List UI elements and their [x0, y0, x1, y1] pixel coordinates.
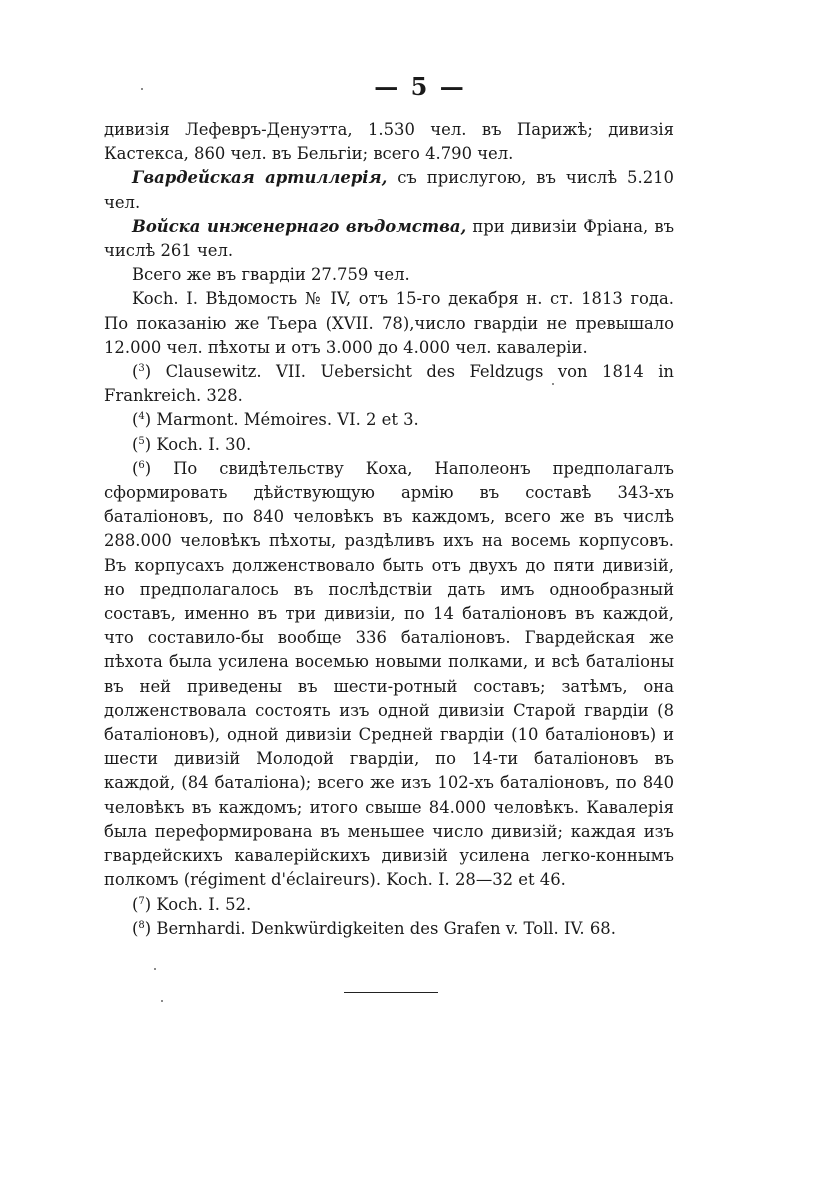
paragraph-guard-artillery [104, 166, 674, 214]
footnote-text: По свидѣтельству Коха, Наполеонъ предполагалъ сформировать дѣйствующую армію въ составѣ 343-хъ баталіоновъ, по 840 человѣкъ въ каждомъ, всего же въ числѣ 288.000 человѣкъ пѣхоты, раздѣливъ ихъ на восемь корпусовъ. Въ корпусахъ долженствовало быть отъ двухъ до пяти дивизій, но предполагалось въ послѣдствіи дать имъ однообразный составъ, именно въ три дивизіи, по 14 баталіоновъ въ каждой, что составило-бы вообще 336 баталіоновъ. Гвардейская же пѣхота была усилена восемью новыми полками, и всѣ баталіоны въ ней приведены въ шести-ротный составъ; затѣмъ, она долженствовала состоять изъ одной дивизіи Старой гвардіи (8 баталіоновъ), одной дивизіи Средней гвардіи (10 баталіоновъ) и шести дивизій Молодой гвардіи, по 14-ти баталіоновъ въ каждой, (84 баталіона); всего же изъ 102-хъ баталіоновъ, по 840 человѣкъ въ каждомъ; итого свыше 84.000 человѣкъ. Кавалерія была переформирована въ меньшее число дивизій; каждая изъ гвардейскихъ кавалерійскихъ дивизій усилена легко-коннымъ полкомъ (régiment d'éclaireurs). Koch. I. 28—32 et 46. [104, 458, 674, 890]
end-rule [344, 992, 438, 993]
page-text [104, 118, 674, 941]
footnote-number: 3 [138, 363, 145, 375]
paragraph-guard-divisions: дивизія Лефевръ-Денуэтта, 1.530 чел. въ Парижѣ; дивизія Кастекса, 860 чел. въ Бельгіи; всего 4.790 чел. [104, 120, 674, 164]
text-guard-artillery: съ прислугою, въ числѣ 5.210 чел. [104, 168, 674, 212]
footnote-5: ($^5$) Koch. I. 30. [132, 434, 252, 454]
footnote-number: 4 [138, 411, 145, 423]
footnote-number: 5 [138, 435, 145, 447]
paragraph-koch-reference: Koch. I. Вѣдомость № IV, отъ 15-го декабря н. ст. 1813 года. По показанію же Тьера (XVII. 78),число гвардіи не превышало 12.000 чел. пѣхоты и отъ 3.000 до 4.000 чел. кавалеріи. [104, 289, 674, 357]
footnote-number: 6 [138, 459, 145, 471]
paragraph-engineer-troops [104, 215, 674, 263]
footnote-3: ($^3$) Clausewitz. VII. Uebersicht des Feldzugs von 1814 in Frankreich. 328. [104, 362, 674, 406]
footnote-text: Koch. I. 30. [151, 434, 252, 454]
footnote-4: ($^4$) Marmont. Mémoires. VI. 2 et 3. [132, 410, 419, 430]
footnote-text: Bernhardi. Denkwürdigkeiten des Grafen v. Toll. IV. 68. [151, 918, 616, 938]
emphasis-engineer-troops: Войска инженернаго вѣдомства, [132, 216, 467, 236]
footnote-number: 7 [138, 895, 145, 907]
footnote-text: Marmont. Mémoires. VI. 2 et 3. [151, 410, 419, 430]
footnote-text: Clausewitz. VII. Uebersicht des Feldzugs von 1814 in Frankreich. 328. [104, 362, 674, 406]
print-speck [552, 383, 554, 385]
paragraph-guard-total: Всего же въ гвардіи 27.759 чел. [132, 265, 410, 285]
text-engineer-troops: при дивизіи Фріана, въ числѣ 261 чел. [104, 216, 675, 261]
print-speck [141, 88, 143, 90]
emphasis-guard-artillery: Гвардейская артиллерія, [132, 168, 388, 188]
page-number: — 5 — [374, 72, 466, 101]
print-speck [154, 968, 156, 970]
footnote-6: ($^6$) По свидѣтельству Коха, Наполеонъ предполагалъ сформировать дѣйствующую армію въ составѣ 343-хъ баталіоновъ, по 840 человѣкъ въ каждомъ, всего же въ числѣ 288.000 человѣкъ пѣхоты, раздѣливъ ихъ на восемь корпусовъ. Въ корпусахъ долженствовало быть отъ двухъ до пяти дивизій, но предполагалось въ послѣдствіи дать имъ однообразный составъ, именно въ три дивизіи, по 14 баталіоновъ въ каждой, что составило-бы вообще 336 баталіоновъ. Гвардейская же пѣхота была усилена восемью новыми полками, и всѣ баталіоны въ ней приведены въ шести-ротный составъ; затѣмъ, она долженствовала состоять изъ одной дивизіи Старой гвардіи (8 баталіоновъ), одной дивизіи Средней гвардіи (10 баталіоновъ) и шести дивизій Молодой гвардіи, по 14-ти баталіоновъ въ каждой, (84 баталіона); всего же изъ 102-хъ баталіоновъ, по 840 человѣкъ въ каждомъ; итого свыше 84.000 человѣкъ. Кавалерія была переформирована въ меньшее число дивизій; каждая изъ гвардейскихъ кавалерійскихъ дивизій усилена легко-коннымъ полкомъ (régiment d'éclaireurs). Koch. I. 28—32 et 46. [104, 458, 674, 890]
footnote-7: ($^7$) Koch. I. 52. [132, 894, 252, 914]
print-speck [161, 1000, 163, 1002]
footnote-number: 8 [138, 919, 145, 931]
footnote-8: ($^8$) Bernhardi. Denkwürdigkeiten des Grafen v. Toll. IV. 68. [132, 918, 616, 938]
footnote-text: Koch. I. 52. [151, 894, 252, 914]
